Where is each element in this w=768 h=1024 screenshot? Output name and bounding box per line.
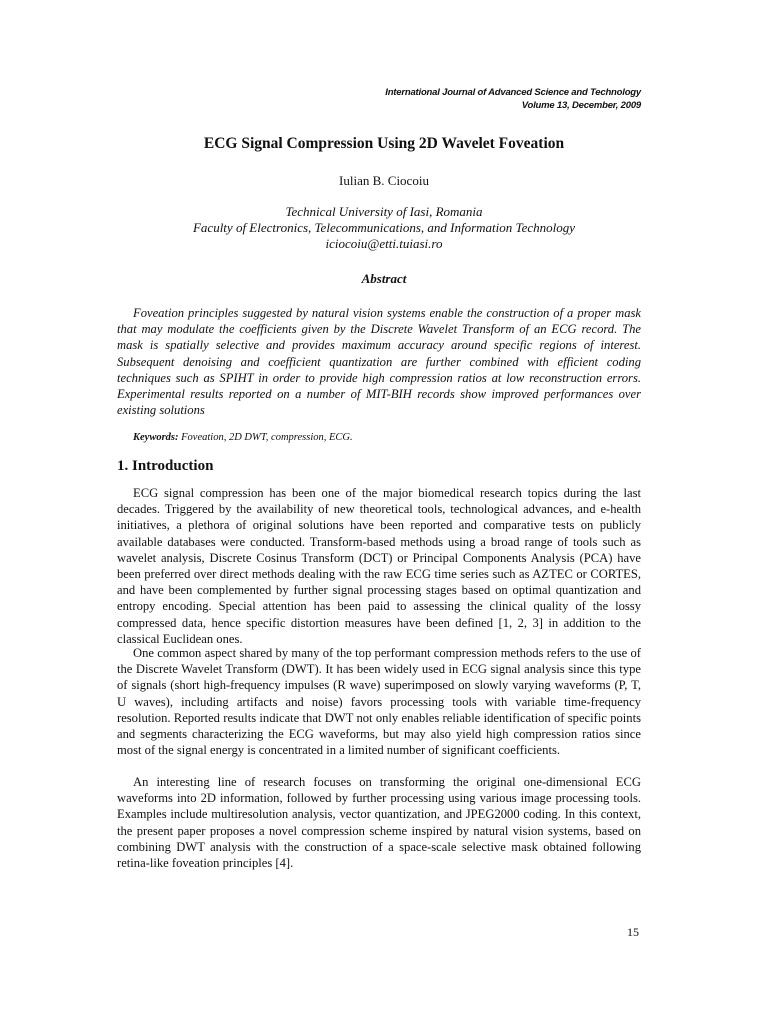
affiliation-faculty: Faculty of Electronics, Telecommunications, and Information Technology bbox=[192, 220, 575, 235]
abstract-heading: Abstract bbox=[361, 271, 407, 286]
affiliation-block bbox=[0, 204, 768, 252]
intro-paragraph-2: One common aspect shared by many of the top performant compression methods refers to the use of the Discrete Wavelet Transform (DWT). It has been widely used in ECG signal analysis since this type of signals (short high-frequency impulses (R wave) superimposed on slowly varying waveforms (P, T, U waves), including artifacts and noise) favors processing tools with variable time-frequency resolution. Reported results indicate that DWT not only enables reliable identification of specific points and segments characterizing the ECG waveforms, but may also yield high compression ratios since most of the signal energy is concentrated in a limited number of significant coefficients. bbox=[117, 646, 641, 758]
journal-volume: Volume 13, December, 2009 bbox=[521, 100, 641, 111]
keywords-label: Keywords: bbox=[133, 432, 179, 443]
keywords-text: Foveation, 2D DWT, compression, ECG. bbox=[181, 432, 353, 443]
journal-name: International Journal of Advanced Science and Technology bbox=[385, 87, 641, 98]
page-number: 15 bbox=[627, 925, 639, 939]
keywords-line bbox=[133, 432, 641, 443]
section-heading-introduction: 1. Introduction bbox=[117, 458, 214, 474]
affiliation-university: Technical University of Iasi, Romania bbox=[285, 204, 483, 219]
intro-paragraph-1: ECG signal compression has been one of the major biomedical research topics during the last decades. Triggered by the availability of new theoretical tools, technological advances, and e-health initiatives, a plethora of original solutions have been reported and comparative tests on publicly available databases were conducted. Transform-based methods using a broad range of tools such as wavelet analysis, Discrete Cosinus Transform (DCT) or Principal Components Analysis (PCA) have been preferred over direct methods dealing with the raw ECG time series such as AZTEC or CORTES, and have been complemented by further signal processing stages based on optimal quantization and entropy encoding. Special attention has been paid to assessing the clinical quality of the lossy compressed data, hence specific distortion measures have been defined [1, 2, 3] in addition to the classical Euclidean ones. bbox=[117, 486, 641, 646]
author-name: Iulian B. Ciocoiu bbox=[339, 173, 429, 188]
intro-paragraph-3: An interesting line of research focuses on transforming the original one-dimensional ECG waveforms into 2D information, followed by further processing using various image processing tools. Examples include multiresolution analysis, vector quantization, and JPEG2000 coding. In this context, the present paper proposes a novel compression scheme inspired by natural vision systems, based on combining DWT analysis with the construction of a space-scale selective mask obtained following retina-like foveation principles [4]. bbox=[117, 775, 641, 871]
author-email: iciocoiu@etti.tuiasi.ro bbox=[325, 236, 443, 251]
abstract-text: Foveation principles suggested by natural vision systems enable the construction of a proper mask that may modulate the coefficients given by the Discrete Wavelet Transform of an ECG record. The mask is spatially selective and provides maximum accuracy around specific regions of interest. Subsequent denoising and coefficient quantization are further combined with efficient coding techniques such as SPIHT in order to provide high compression ratios at low reconstruction errors. Experimental results reported on a number of MIT-BIH records show improved performances over existing solutions bbox=[117, 306, 641, 418]
running-header bbox=[385, 86, 641, 112]
paper-title: ECG Signal Compression Using 2D Wavelet Foveation bbox=[203, 135, 565, 152]
